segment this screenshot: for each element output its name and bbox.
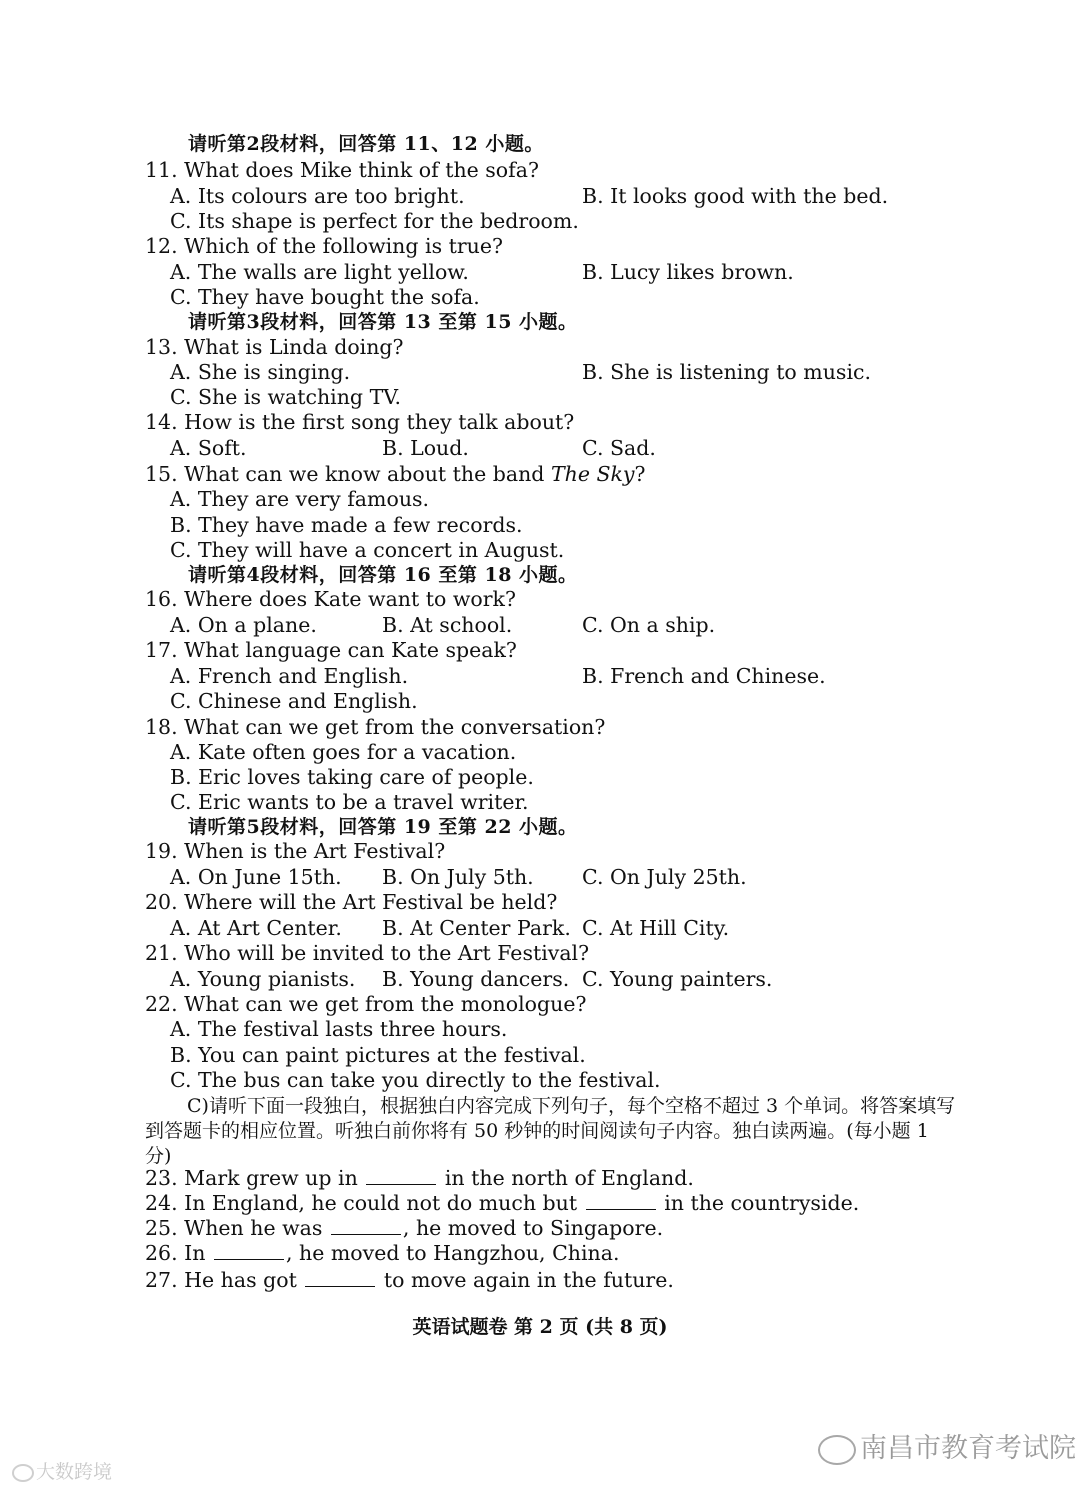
question-17: 17. What language can Kate speak? — [145, 638, 517, 662]
section-heading-3: 请听第3段材料，回答第 13 至第 15 小题。 — [188, 311, 578, 333]
q24-text-before: 24. In England, he could not do much but — [145, 1191, 578, 1215]
q19-option-b: B. On July 5th. — [382, 865, 534, 889]
question-23 — [145, 1166, 694, 1191]
q17-option-b: B. French and Chinese. — [582, 664, 826, 688]
question-21: 21. Who will be invited to the Art Festival? — [145, 941, 590, 965]
q19-option-a: A. On June 15th. — [170, 865, 342, 889]
section-heading-4: 请听第4段材料，回答第 16 至第 18 小题。 — [188, 564, 578, 586]
q12-option-b: B. Lucy likes brown. — [582, 260, 794, 284]
q25-blank[interactable] — [331, 1218, 401, 1235]
q23-blank[interactable] — [366, 1168, 436, 1185]
q11-option-b: B. It looks good with the bed. — [582, 184, 889, 208]
question-15-mark: ? — [634, 462, 646, 486]
q21-option-b: B. Young dancers. — [382, 967, 570, 991]
q14-option-a: A. Soft. — [170, 436, 247, 460]
q12-option-c: C. They have bought the sofa. — [170, 285, 480, 309]
q23-text-before: 23. Mark grew up in — [145, 1166, 358, 1190]
q25-text-after: , he moved to Singapore. — [402, 1216, 664, 1240]
q26-blank[interactable] — [214, 1243, 284, 1260]
q23-text-after: in the north of England. — [444, 1166, 694, 1190]
q14-option-c: C. Sad. — [582, 436, 656, 460]
q16-option-c: C. On a ship. — [582, 613, 716, 637]
q15-option-c: C. They will have a concert in August. — [170, 538, 565, 562]
part-c-instructions: C)请听下面一段独白，根据独白内容完成下列句子，每个空格不超过 3 个单词。将答案填写到答题卡的相应位置。听独白前你将有 50 秒钟的时间阅读句子内容。独白读两遍。(每小题 1 分) — [145, 1095, 956, 1167]
question-16: 16. Where does Kate want to work? — [145, 587, 516, 611]
question-13: 13. What is Linda doing? — [145, 335, 404, 359]
q15-option-b: B. They have made a few records. — [170, 513, 523, 537]
q22-option-a: A. The festival lasts three hours. — [170, 1017, 508, 1041]
watermark-right-text: 南昌市教育考试院 — [860, 1433, 1076, 1464]
section-heading-2: 请听第2段材料，回答第 11、12 小题。 — [188, 133, 544, 155]
q17-option-c: C. Chinese and English. — [170, 689, 418, 713]
question-19: 19. When is the Art Festival? — [145, 839, 446, 863]
q17-option-a: A. French and English. — [170, 664, 409, 688]
q18-option-a: A. Kate often goes for a vacation. — [170, 740, 517, 764]
question-11: 11. What does Mike think of the sofa? — [145, 158, 539, 182]
q11-option-a: A. Its colours are too bright. — [170, 184, 465, 208]
q21-option-c: C. Young painters. — [582, 967, 773, 991]
chat-bubble-icon — [12, 1464, 34, 1482]
q12-option-a: A. The walls are light yellow. — [170, 260, 469, 284]
question-26 — [145, 1241, 619, 1266]
q25-text-before: 25. When he was — [145, 1216, 323, 1240]
question-15-text: 15. What can we know about the band — [145, 462, 551, 486]
question-27 — [145, 1268, 674, 1293]
wechat-icon — [818, 1435, 856, 1465]
question-15 — [145, 462, 646, 487]
watermark-left-text: 大数跨境 — [36, 1461, 113, 1483]
q27-text-before: 27. He has got — [145, 1268, 297, 1292]
question-25 — [145, 1216, 663, 1241]
q27-blank[interactable] — [305, 1270, 375, 1287]
band-name: The Sky — [550, 462, 635, 486]
question-12: 12. Which of the following is true? — [145, 234, 503, 258]
q13-option-b: B. She is listening to music. — [582, 360, 872, 384]
q21-option-a: A. Young pianists. — [170, 967, 356, 991]
q14-option-b: B. Loud. — [382, 436, 469, 460]
q24-blank[interactable] — [586, 1193, 656, 1210]
q18-option-b: B. Eric loves taking care of people. — [170, 765, 534, 789]
question-14: 14. How is the first song they talk about? — [145, 410, 575, 434]
q26-text-before: 26. In — [145, 1241, 206, 1265]
q20-option-a: A. At Art Center. — [170, 916, 342, 940]
q26-text-after: , he moved to Hangzhou, China. — [285, 1241, 620, 1265]
q18-option-c: C. Eric wants to be a travel writer. — [170, 790, 529, 814]
question-18: 18. What can we get from the conversation? — [145, 715, 606, 739]
q24-text-after: in the countryside. — [664, 1191, 860, 1215]
q22-option-b: B. You can paint pictures at the festival. — [170, 1043, 586, 1067]
q13-option-a: A. She is singing. — [170, 360, 351, 384]
q15-option-a: A. They are very famous. — [170, 487, 430, 511]
q22-option-c: C. The bus can take you directly to the festival. — [170, 1068, 661, 1092]
page-footer: 英语试题卷 第 2 页 (共 8 页) — [412, 1316, 668, 1338]
q16-option-b: B. At school. — [382, 613, 513, 637]
q20-option-c: C. At Hill City. — [582, 916, 730, 940]
q27-text-after: to move again in the future. — [383, 1268, 674, 1292]
q19-option-c: C. On July 25th. — [582, 865, 747, 889]
question-22: 22. What can we get from the monologue? — [145, 992, 587, 1016]
section-heading-5: 请听第5段材料，回答第 19 至第 22 小题。 — [188, 816, 578, 838]
q11-option-c: C. Its shape is perfect for the bedroom. — [170, 209, 579, 233]
watermark-right — [818, 1426, 1076, 1465]
question-24 — [145, 1191, 859, 1216]
q16-option-a: A. On a plane. — [170, 613, 317, 637]
q20-option-b: B. At Center Park. — [382, 916, 571, 940]
watermark-left — [12, 1457, 112, 1484]
question-20: 20. Where will the Art Festival be held? — [145, 890, 558, 914]
q13-option-c: C. She is watching TV. — [170, 385, 401, 409]
